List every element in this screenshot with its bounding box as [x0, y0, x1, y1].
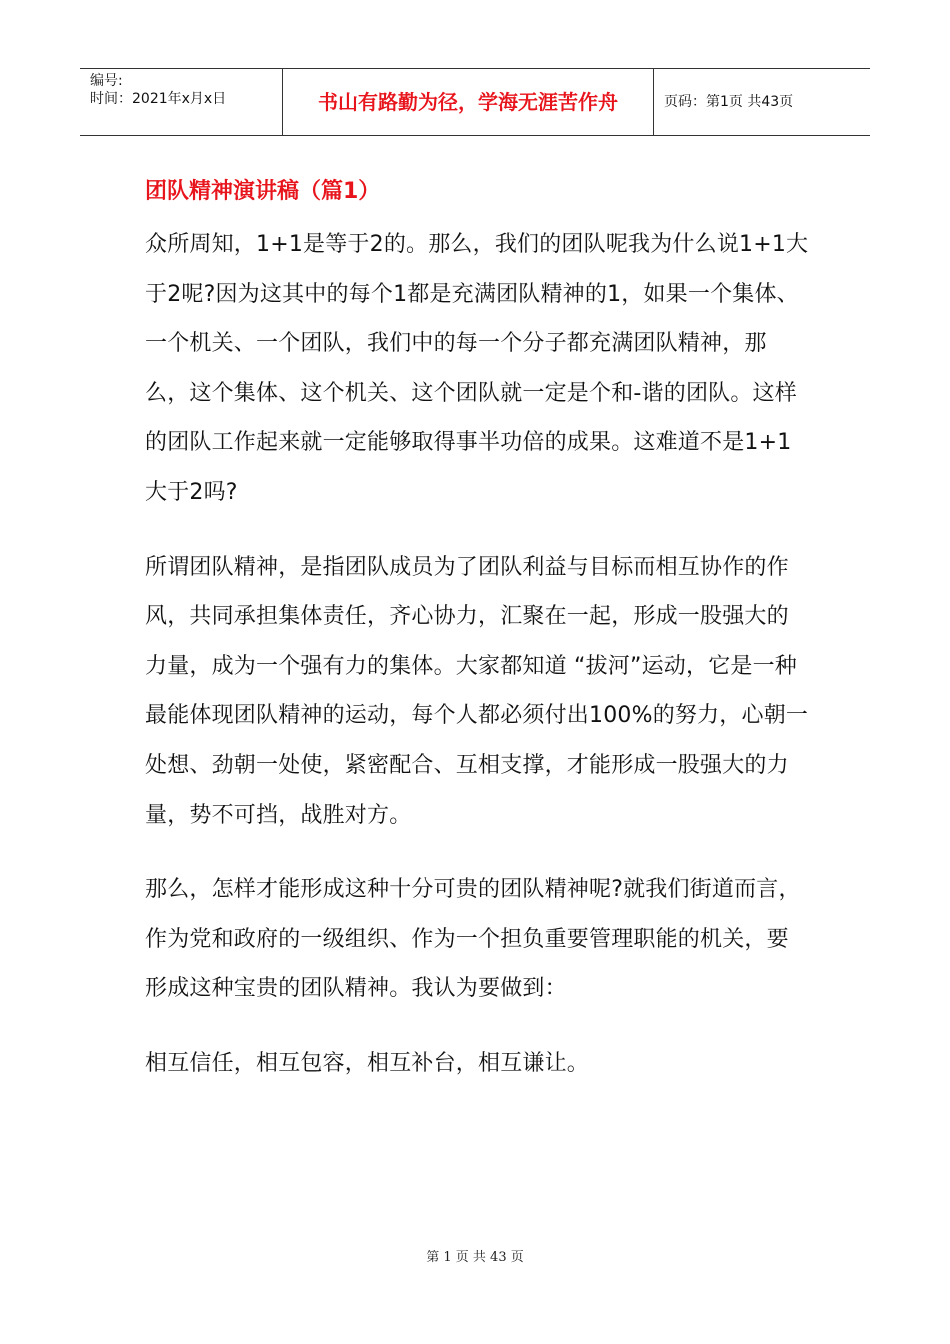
header-page-info: 页码：第1页 共43页 [664, 94, 794, 110]
document-title: 团队精神演讲稿（篇1） [145, 179, 381, 204]
document-time: 时间：2021年x月x日 [90, 91, 227, 107]
paragraph: 众所周知，1+1是等于2的。那么，我们的团队呢我为什么说1+1大于2呢?因为这其中的每个1都是充满团队精神的1，如果一个集体、一个机关、一个团队，我们中的每一个分子都充满团队精神，那么，这个集体、这个机关、这个团队就一定是个和-谐的团队。这样的团队工作起来就一定能够取得事半功倍的成果。这难道不是1+1大于2吗? [145, 232, 809, 505]
paragraph: 那么，怎样才能形成这种十分可贵的团队精神呢?就我们街道而言，作为党和政府的一级组织、作为一个担负重要管理职能的机关，要形成这种宝贵的团队精神。我认为要做到： [145, 877, 801, 1002]
page-header [80, 68, 870, 136]
document-body [145, 172, 810, 1114]
header-motto: 书山有路勤为径，学海无涯苦作舟 [282, 69, 654, 135]
page-footer: 第 1 页 共 43 页 [426, 1250, 524, 1265]
header-meta [80, 69, 282, 135]
paragraph: 所谓团队精神，是指团队成员为了团队利益与目标而相互协作的作风，共同承担集体责任，齐心协力，汇聚在一起，形成一股强大的力量，成为一个强有力的集体。大家都知道 “拔河”运动，它是一种最能体现团队精神的运动，每个人都必须付出100%的努力，心朝一处想、劲朝一处使，紧密配合、互相支撑，才能形成一股强大的力量，势不可挡，战胜对方。 [145, 554, 809, 828]
paragraph: 相互信任，相互包容，相互补台，相互谦让。 [145, 1050, 590, 1076]
document-number-label: 编号: [90, 73, 123, 89]
